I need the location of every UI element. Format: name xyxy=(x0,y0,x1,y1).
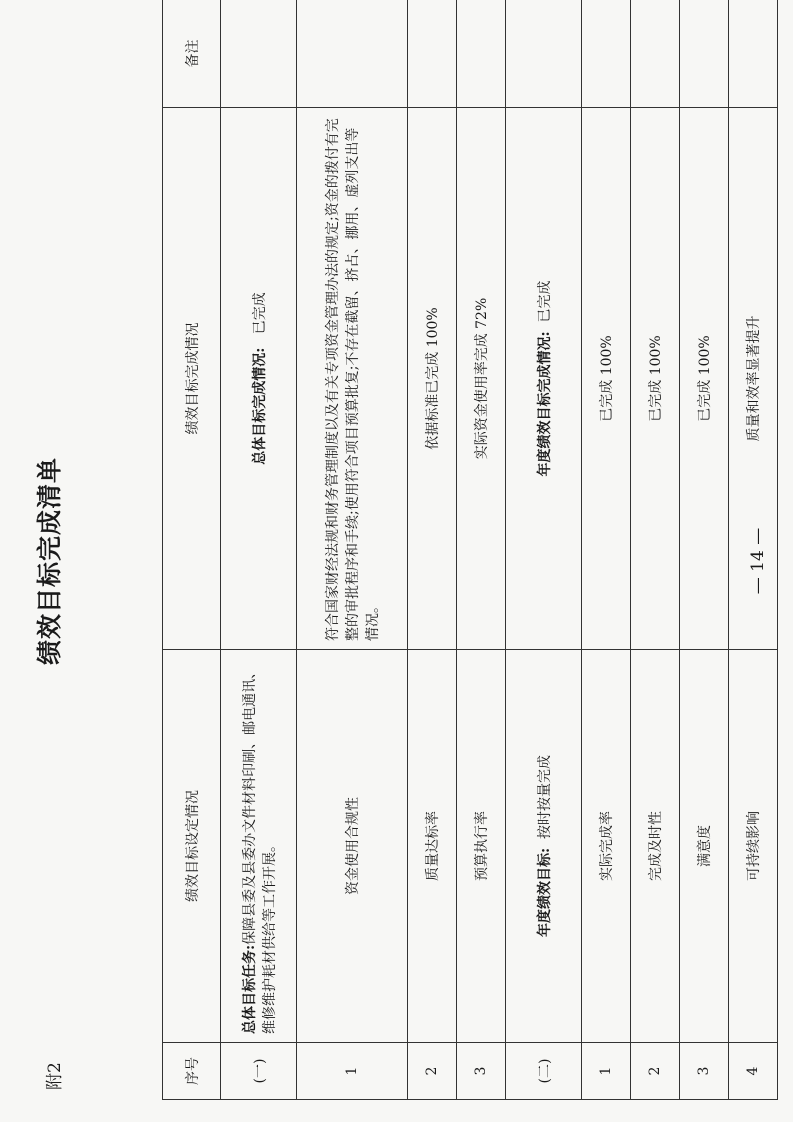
row-seq: 3 xyxy=(457,1043,506,1100)
annual-target-text: 按时按量完成 xyxy=(536,754,553,839)
row-completion: 已完成 100% xyxy=(680,108,729,650)
overall-completion-label: 总体目标完成情况: xyxy=(251,347,268,465)
row-remark xyxy=(457,0,506,108)
row-target: 预算执行率 xyxy=(457,650,506,1043)
overall-completion xyxy=(221,108,297,650)
row-target: 完成及时性 xyxy=(631,650,680,1043)
annual-target xyxy=(506,650,582,1043)
overall-target-label: 总体目标任务: xyxy=(241,944,258,1034)
annual-seq: (二) xyxy=(506,1043,582,1100)
row-seq: 1 xyxy=(297,1043,408,1100)
annual-completion-label: 年度绩效目标完成情况: xyxy=(536,331,553,477)
overall-completion-text: 已完成 xyxy=(251,292,268,335)
row-completion: 符合国家财经法规和财务管理制度以及有关专项资金管理办法的规定;资金的拨付有完整的审批程序和手续;使用符合项目预算批复;不存在截留、挤占、挪用、虚列支出等情况。 xyxy=(297,108,408,650)
row-target: 可持续影响 xyxy=(729,650,778,1043)
overall-goal-row xyxy=(221,0,297,1100)
attachment-label: 附2 xyxy=(45,1062,65,1090)
row-completion: 已完成 100% xyxy=(582,108,631,650)
header-row xyxy=(163,0,221,1100)
page-number: — 14 — xyxy=(748,527,768,595)
row-seq: 2 xyxy=(631,1043,680,1100)
table-row xyxy=(631,0,680,1100)
header-seq: 序号 xyxy=(163,1043,221,1100)
annual-target-label: 年度绩效目标: xyxy=(536,847,553,938)
annual-completion xyxy=(506,108,582,650)
row-completion: 实际资金使用率完成 72% xyxy=(457,108,506,650)
row-target: 实际完成率 xyxy=(582,650,631,1043)
overall-remark xyxy=(221,0,297,108)
row-remark xyxy=(408,0,457,108)
annual-remark xyxy=(506,0,582,108)
table-row xyxy=(582,0,631,1100)
row-remark xyxy=(297,0,408,108)
table-row xyxy=(680,0,729,1100)
overall-seq: (一) xyxy=(221,1043,297,1100)
row-seq: 4 xyxy=(729,1043,778,1100)
performance-table xyxy=(162,0,778,1100)
header-target: 绩效目标设定情况 xyxy=(163,650,221,1043)
row-remark xyxy=(631,0,680,108)
header-remark: 备注 xyxy=(163,0,221,108)
row-seq: 2 xyxy=(408,1043,457,1100)
row-completion: 已完成 100% xyxy=(631,108,680,650)
overall-target-text: 保障县委及县委办文件材料印刷、邮电通讯、维修维护耗材供给等工作开展。 xyxy=(241,664,278,1034)
table-row xyxy=(457,0,506,1100)
annual-completion-text: 已完成 xyxy=(536,280,553,323)
table-row xyxy=(297,0,408,1100)
row-seq: 1 xyxy=(582,1043,631,1100)
row-target: 资金使用合规性 xyxy=(297,650,408,1043)
row-remark xyxy=(680,0,729,108)
row-target: 满意度 xyxy=(680,650,729,1043)
table-row xyxy=(408,0,457,1100)
row-completion: 质量和效率显著提升 xyxy=(729,108,778,650)
row-seq: 3 xyxy=(680,1043,729,1100)
row-completion: 依据标准已完成 100% xyxy=(408,108,457,650)
overall-target xyxy=(221,650,297,1043)
annual-goal-row xyxy=(506,0,582,1100)
row-target: 质量达标率 xyxy=(408,650,457,1043)
row-remark xyxy=(582,0,631,108)
page-title: 绩效目标完成清单 xyxy=(35,457,64,666)
header-completion: 绩效目标完成情况 xyxy=(163,108,221,650)
